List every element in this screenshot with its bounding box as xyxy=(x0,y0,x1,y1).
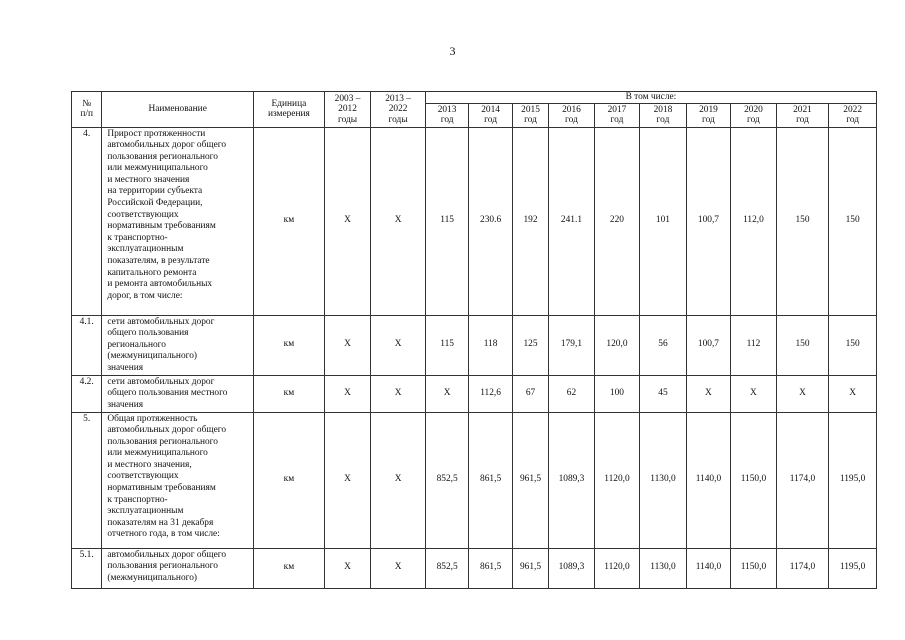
col-number-header: № п/п xyxy=(72,92,102,128)
row-period1-cell: Х xyxy=(324,315,371,375)
row-year-value-cell: 115 xyxy=(425,315,468,375)
row-year-value-cell: 100,7 xyxy=(686,127,730,315)
year-header-cell: 2013 год xyxy=(425,103,468,127)
row-number-cell: 5.1. xyxy=(72,548,102,588)
year-header-cell: 2020 год xyxy=(731,103,777,127)
year-header-cell: 2022 год xyxy=(829,103,877,127)
row-period1-cell: Х xyxy=(324,375,371,412)
row-period2-cell: Х xyxy=(371,412,426,548)
table-row xyxy=(72,315,877,375)
row-period2-cell: Х xyxy=(371,375,426,412)
row-year-value-cell: Х xyxy=(776,375,829,412)
row-name-cell: сети автомобильных дорог общего пользования регионального (межмуниципального) значения xyxy=(102,315,254,375)
row-year-value-cell: 852,5 xyxy=(425,412,468,548)
indicators-table xyxy=(71,91,877,589)
year-header-cell: 2016 год xyxy=(549,103,595,127)
col-unit-header: Единица измерения xyxy=(254,92,325,128)
row-year-value-cell: 112,0 xyxy=(731,127,777,315)
col-period-2013-2022-header: 2013 – 2022 годы xyxy=(371,92,426,128)
row-year-value-cell: 45 xyxy=(640,375,687,412)
row-year-value-cell: 961,5 xyxy=(512,548,548,588)
row-year-value-cell: 120,0 xyxy=(594,315,640,375)
row-number-cell: 5. xyxy=(72,412,102,548)
row-year-value-cell: 1140,0 xyxy=(686,548,730,588)
row-year-value-cell: 67 xyxy=(512,375,548,412)
row-year-value-cell: 100,7 xyxy=(686,315,730,375)
row-year-value-cell: 101 xyxy=(640,127,687,315)
row-year-value-cell: 1195,0 xyxy=(829,412,877,548)
row-year-value-cell: 1174,0 xyxy=(776,548,829,588)
year-header-cell: 2019 год xyxy=(686,103,730,127)
row-unit-cell: км xyxy=(254,375,325,412)
row-year-value-cell: 1089,3 xyxy=(549,412,595,548)
row-number-cell: 4.1. xyxy=(72,315,102,375)
row-year-value-cell: 112,6 xyxy=(469,375,512,412)
including-group-header: В том числе: xyxy=(425,92,876,104)
table-header xyxy=(72,92,877,128)
table-row xyxy=(72,548,877,588)
row-year-value-cell: 861,5 xyxy=(469,412,512,548)
row-year-value-cell: 192 xyxy=(512,127,548,315)
row-year-value-cell: 1150,0 xyxy=(731,548,777,588)
row-year-value-cell: 115 xyxy=(425,127,468,315)
row-year-value-cell: 1130,0 xyxy=(640,548,687,588)
row-period1-cell: Х xyxy=(324,127,371,315)
row-year-value-cell: 220 xyxy=(594,127,640,315)
row-name-cell: сети автомобильных дорог общего пользования местного значения xyxy=(102,375,254,412)
row-year-value-cell: Х xyxy=(425,375,468,412)
row-year-value-cell: 118 xyxy=(469,315,512,375)
row-year-value-cell: 150 xyxy=(776,315,829,375)
row-year-value-cell: Х xyxy=(829,375,877,412)
row-year-value-cell: 1120,0 xyxy=(594,412,640,548)
row-year-value-cell: 56 xyxy=(640,315,687,375)
row-year-value-cell: 241.1 xyxy=(549,127,595,315)
row-unit-cell: км xyxy=(254,548,325,588)
table-body xyxy=(72,127,877,588)
row-year-value-cell: 150 xyxy=(829,315,877,375)
row-period1-cell: Х xyxy=(324,548,371,588)
row-period2-cell: Х xyxy=(371,315,426,375)
row-period2-cell: Х xyxy=(371,127,426,315)
row-unit-cell: км xyxy=(254,315,325,375)
row-period2-cell: Х xyxy=(371,548,426,588)
row-year-value-cell: 1174,0 xyxy=(776,412,829,548)
row-year-value-cell: Х xyxy=(731,375,777,412)
row-period1-cell: Х xyxy=(324,412,371,548)
page-number: 3 xyxy=(449,44,456,58)
row-year-value-cell: 961,5 xyxy=(512,412,548,548)
row-name-cell: Прирост протяженности автомобильных дорог общего пользования регионального или межмуниципального и местного значения на территории субъекта Российской Федерации, соответствующих нормативным требованиям к транспортно- эксплуатационным показателям, в результате капитального ремонта и ремонта автомобильных дорог, в том числе: xyxy=(102,127,254,315)
row-year-value-cell: 112 xyxy=(731,315,777,375)
year-header-cell: 2015 год xyxy=(512,103,548,127)
row-number-cell: 4.2. xyxy=(72,375,102,412)
row-year-value-cell: 1140,0 xyxy=(686,412,730,548)
col-period-2003-2012-header: 2003 – 2012 годы xyxy=(324,92,371,128)
year-header-cell: 2018 год xyxy=(640,103,687,127)
row-year-value-cell: 230.6 xyxy=(469,127,512,315)
row-year-value-cell: 1130,0 xyxy=(640,412,687,548)
row-year-value-cell: 100 xyxy=(594,375,640,412)
row-year-value-cell: 1195,0 xyxy=(829,548,877,588)
row-name-cell: автомобильных дорог общего пользования регионального (межмуниципального) xyxy=(102,548,254,588)
row-year-value-cell: 1150,0 xyxy=(731,412,777,548)
row-year-value-cell: 125 xyxy=(512,315,548,375)
row-year-value-cell: 861,5 xyxy=(469,548,512,588)
row-year-value-cell: 1089,3 xyxy=(549,548,595,588)
year-header-cell: 2021 год xyxy=(776,103,829,127)
row-number-cell: 4. xyxy=(72,127,102,315)
table-row xyxy=(72,127,877,315)
row-year-value-cell: 150 xyxy=(776,127,829,315)
row-name-cell: Общая протяженность автомобильных дорог общего пользования регионального или межмуниципального и местного значения, соответствующих нормативным требованиям к транспортно- эксплуатационным показателям на 31 декабря отчетного года, в том числе: xyxy=(102,412,254,548)
row-year-value-cell: Х xyxy=(686,375,730,412)
row-year-value-cell: 1120,0 xyxy=(594,548,640,588)
year-header-cell: 2014 год xyxy=(469,103,512,127)
row-year-value-cell: 179,1 xyxy=(549,315,595,375)
row-year-value-cell: 150 xyxy=(829,127,877,315)
year-header-cell: 2017 год xyxy=(594,103,640,127)
row-year-value-cell: 852,5 xyxy=(425,548,468,588)
table-row xyxy=(72,412,877,548)
row-year-value-cell: 62 xyxy=(549,375,595,412)
col-name-header: Наименование xyxy=(102,92,254,128)
row-unit-cell: км xyxy=(254,412,325,548)
table-row xyxy=(72,375,877,412)
row-unit-cell: км xyxy=(254,127,325,315)
